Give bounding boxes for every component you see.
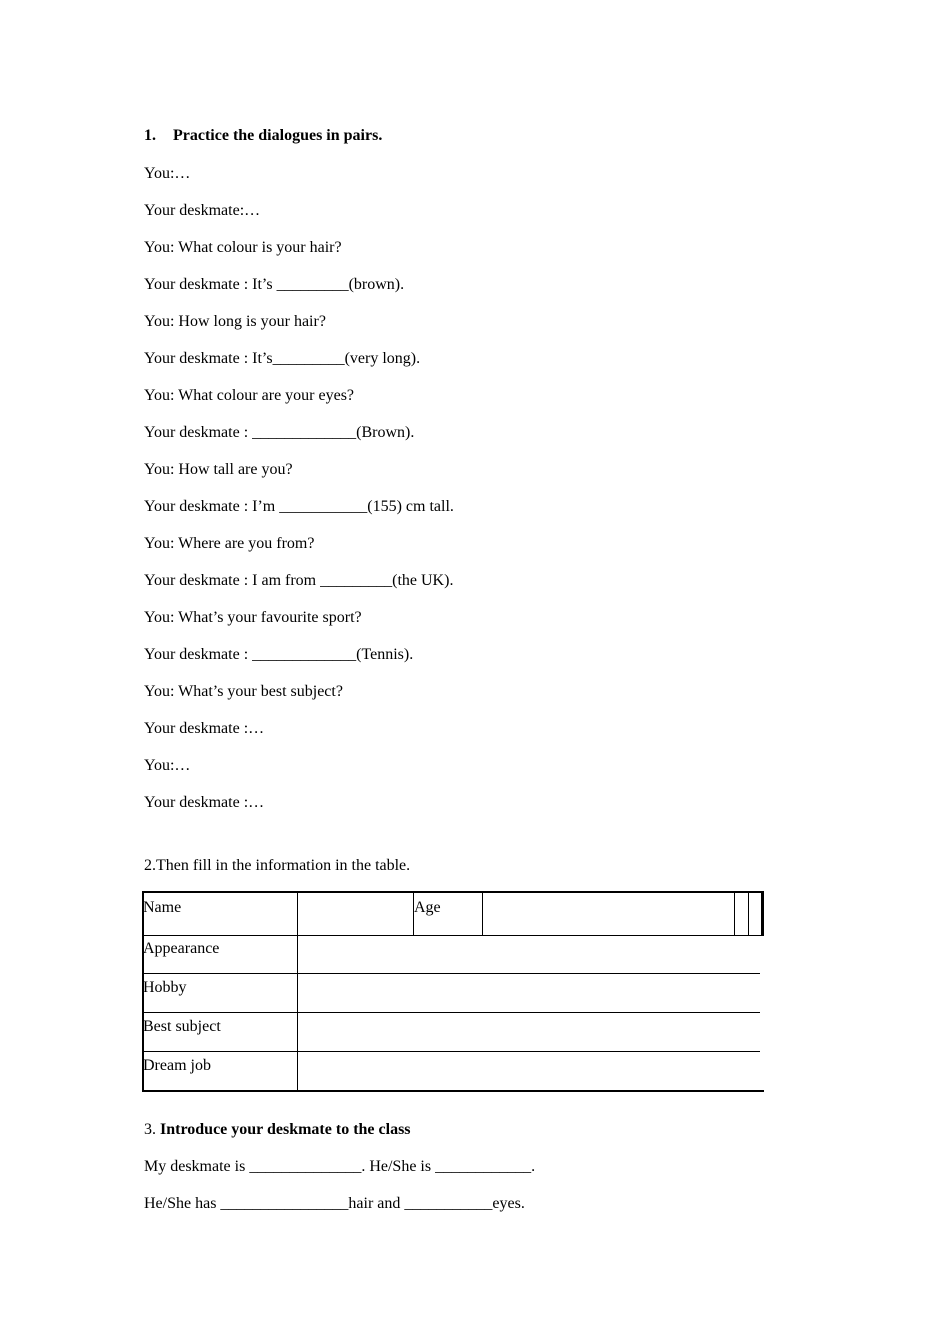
dialogue-line: You:… — [144, 165, 191, 182]
dialogue-line: Your deskmate :… — [144, 720, 265, 737]
dialogue-line: Your deskmate:… — [144, 202, 261, 219]
dialogue-line: Your deskmate : I am from _________(the UK). — [144, 572, 454, 589]
dialogue-line: You: What colour are your eyes? — [144, 387, 355, 404]
dialogue-line: Your deskmate :… — [144, 794, 265, 811]
dialogue-line: Your deskmate : It’s_________(very long). — [144, 350, 421, 367]
dialogue-line: Your deskmate : I’m ___________(155) cm tall. — [144, 498, 454, 515]
table-label-name: Name — [143, 899, 182, 916]
section-3-number: 3. — [144, 1121, 160, 1138]
table-label-age: Age — [414, 899, 441, 916]
dialogue-line: Your deskmate : _____________(Tennis). — [144, 646, 414, 663]
dialogue-line: You: What’s your best subject? — [144, 683, 343, 700]
table-row-label: Dream job — [143, 1057, 211, 1074]
table-row-label: Hobby — [143, 979, 187, 996]
dialogue-line: You: What colour is your hair? — [144, 239, 342, 256]
table-row-label: Appearance — [143, 940, 220, 957]
dialogue-line: Your deskmate : It’s _________(brown). — [144, 276, 405, 293]
dialogue-line: You: Where are you from? — [144, 535, 315, 552]
section-2-heading: 2.Then fill in the information in the table. — [144, 857, 411, 874]
section-1-number: 1. — [144, 127, 156, 144]
intro-line: My deskmate is ______________. He/She is ____________. — [144, 1158, 536, 1175]
info-table — [142, 891, 764, 1092]
table-row-label: Best subject — [143, 1018, 221, 1035]
dialogue-line: Your deskmate : _____________(Brown). — [144, 424, 415, 441]
section-3-heading-line — [144, 1120, 411, 1140]
dialogue-line: You: How tall are you? — [144, 461, 293, 478]
dialogue-line: You:… — [144, 757, 191, 774]
intro-line: He/She has ________________hair and ___________eyes. — [144, 1195, 525, 1212]
section-3-heading: Introduce your deskmate to the class — [160, 1121, 411, 1138]
dialogue-line: You: What’s your favourite sport? — [144, 609, 362, 626]
section-1-heading: Practice the dialogues in pairs. — [173, 127, 383, 144]
dialogue-line: You: How long is your hair? — [144, 313, 326, 330]
